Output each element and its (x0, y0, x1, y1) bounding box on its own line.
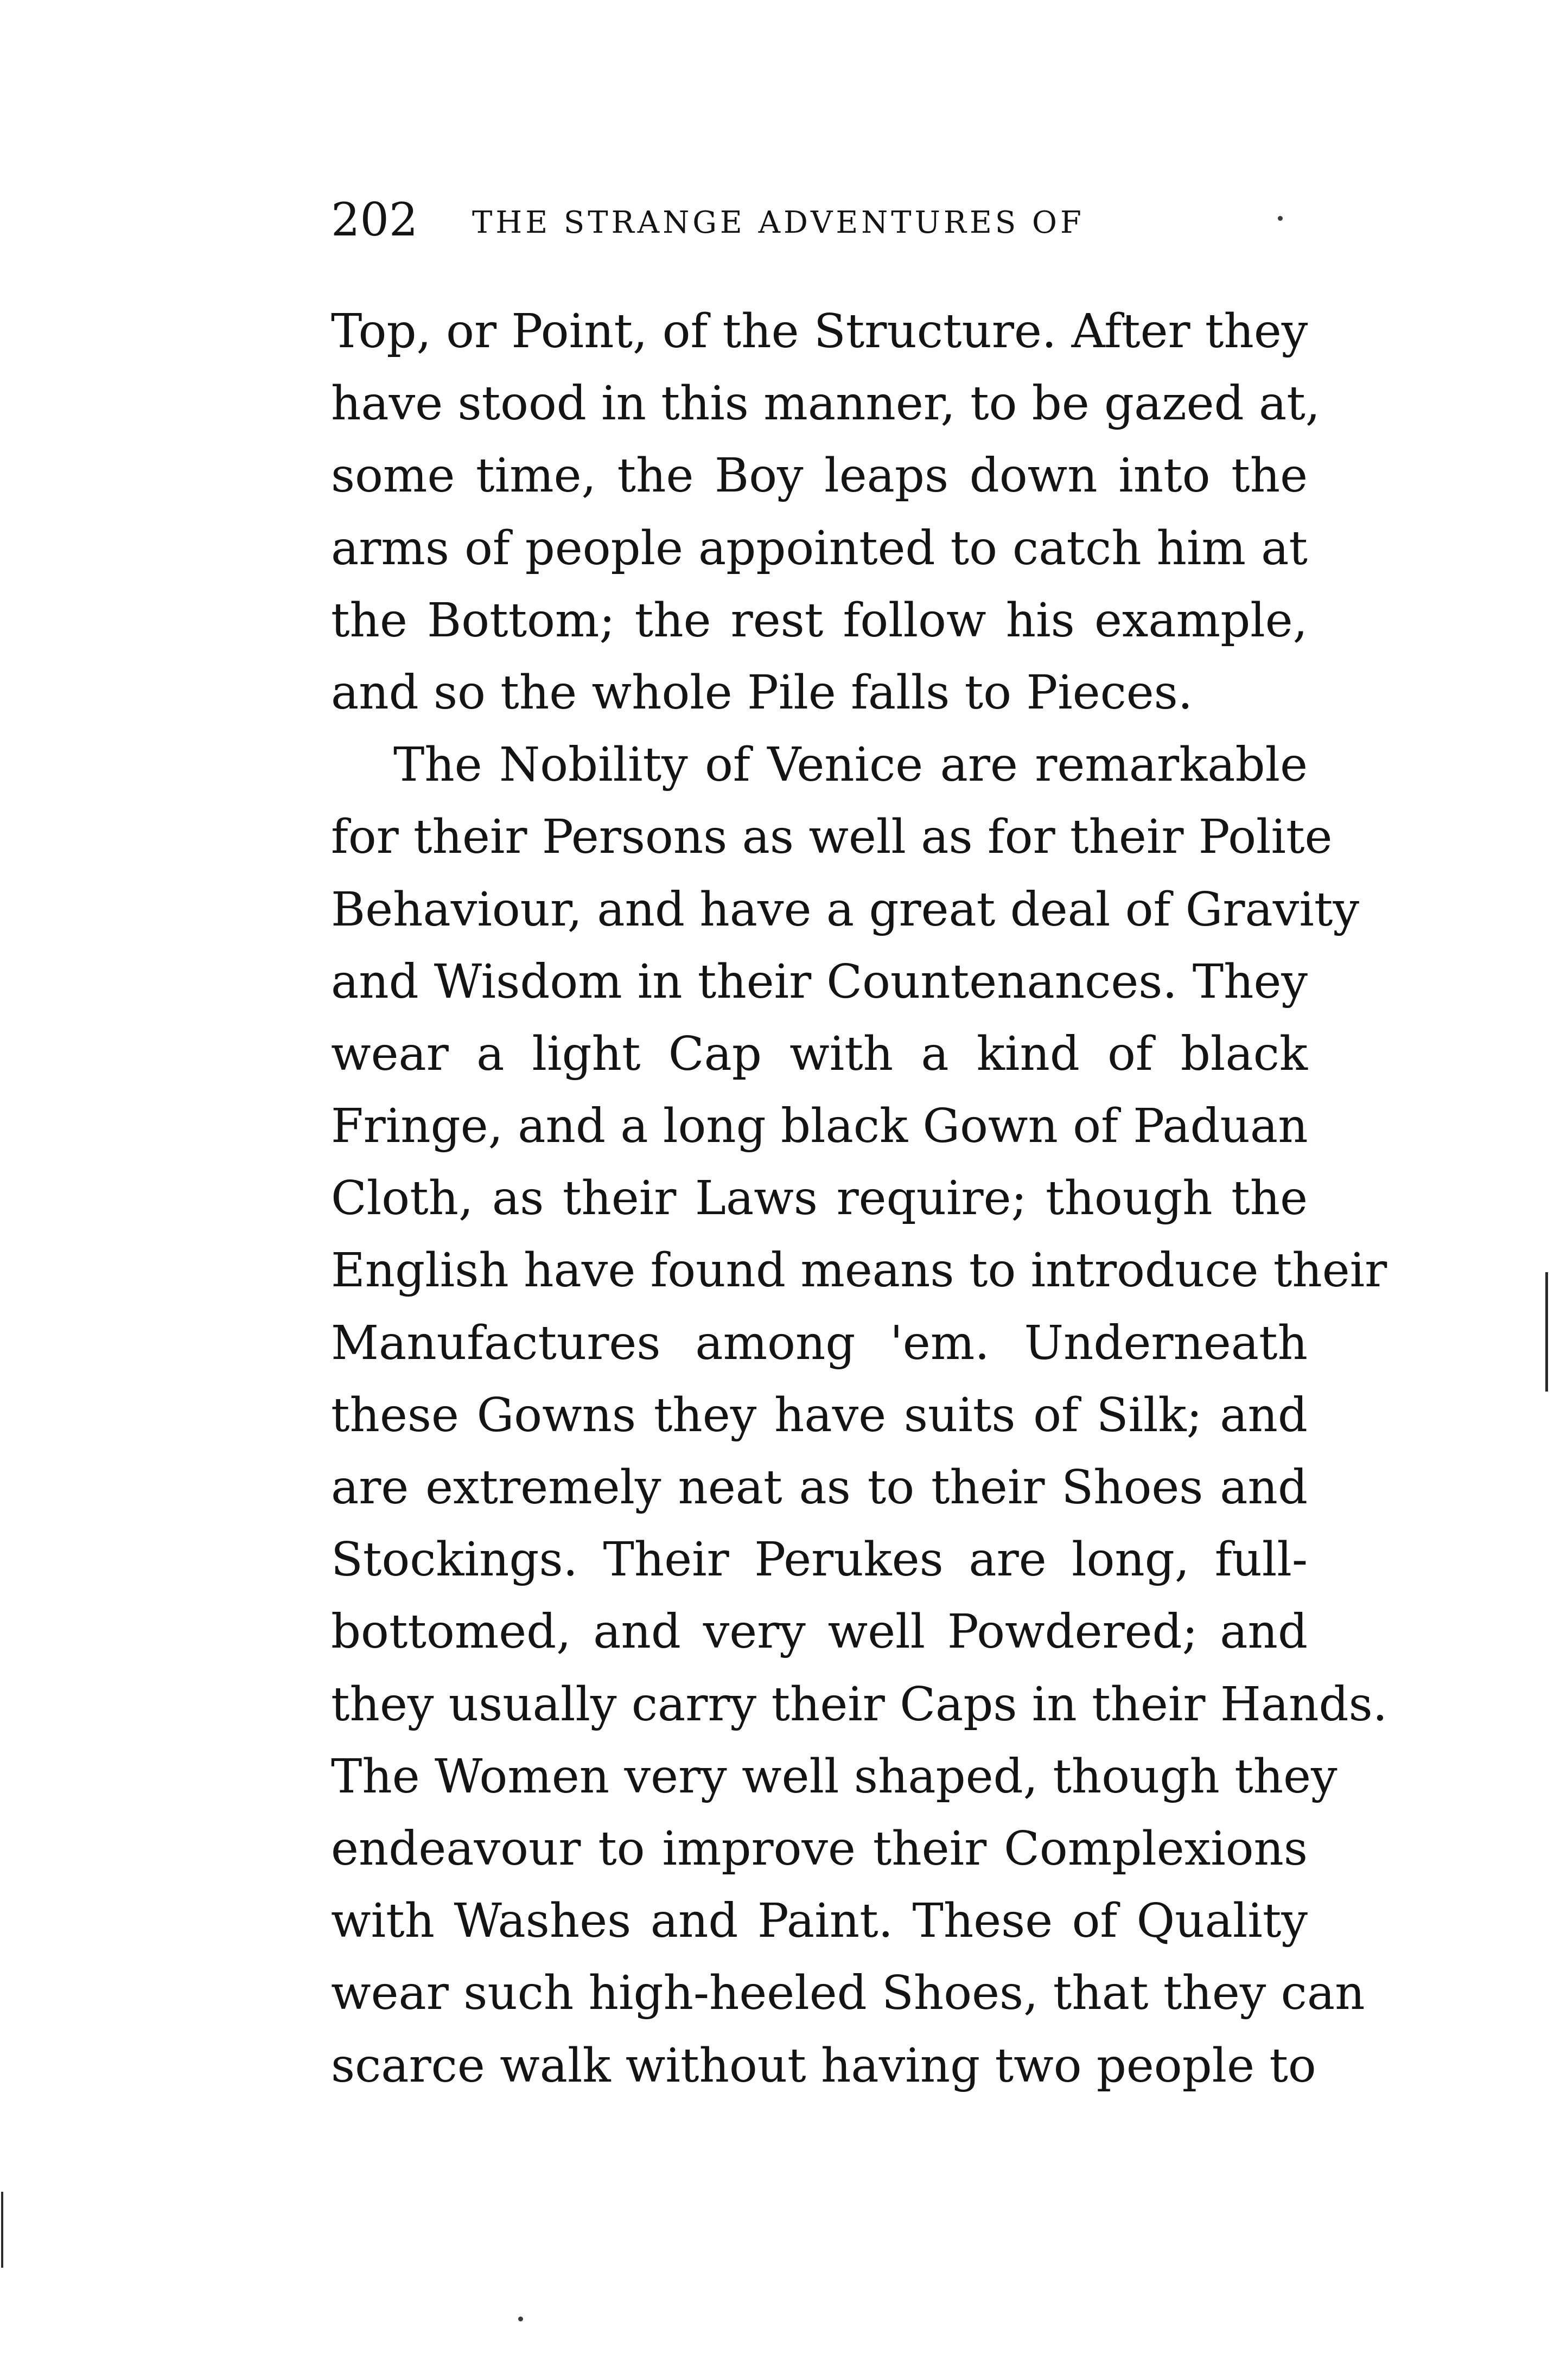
text-line: The Women very well shaped, though they (331, 1749, 1338, 1804)
running-title: THE STRANGE ADVENTURES OF (472, 205, 1085, 240)
text-line: for their Persons as well as for their Polite (331, 810, 1333, 865)
text-line: with Washes and Paint. These of Quality (331, 1894, 1308, 1949)
text-line: and so the whole Pile falls to Pieces. (331, 665, 1193, 720)
text-line: English have found means to introduce their (331, 1243, 1387, 1298)
text-line: Top, or Point, of the Structure. After they (331, 304, 1308, 359)
text-line: wear such high-heeled Shoes, that they can (331, 1966, 1365, 2021)
text-line: bottomed, and very well Powdered; and (331, 1605, 1308, 1660)
text-line: Manufactures among 'em. Underneath (331, 1316, 1308, 1370)
scan-edge-mark-right-lower (1545, 1343, 1548, 1392)
page-number: 202 (331, 193, 418, 246)
text-line: and Wisdom in their Countenances. They (331, 954, 1308, 1009)
text-line: Fringe, and a long black Gown of Paduan (331, 1099, 1308, 1154)
text-line: Stockings. Their Perukes are long, full- (331, 1533, 1308, 1587)
text-line: some time, the Boy leaps down into the (331, 449, 1308, 503)
text-line: the Bottom; the rest follow his example, (331, 593, 1308, 648)
body-text (331, 296, 1388, 2102)
text-line: scarce walk without having two people to (331, 2038, 1316, 2093)
scan-speck (518, 2317, 523, 2321)
paragraph-first-line: The Nobility of Venice are remarkable (393, 738, 1308, 793)
text-line: these Gowns they have suits of Silk; and (331, 1388, 1308, 1443)
text-line: Behaviour, and have a great deal of Gravity (331, 882, 1360, 937)
text-line: wear a light Cap with a kind of black (331, 1026, 1308, 1081)
text-line: arms of people appointed to catch him at (331, 521, 1308, 576)
text-line: endeavour to improve their Complexions (331, 1821, 1308, 1876)
text-line: Cloth, as their Laws require; though the (331, 1171, 1308, 1226)
scan-edge-mark-left (1, 2192, 3, 2268)
running-head (331, 193, 1308, 247)
text-line: have stood in this manner, to be gazed at, (331, 377, 1321, 431)
scan-speck (1278, 216, 1283, 221)
text-line: they usually carry their Caps in their Hands. (331, 1677, 1388, 1732)
text-line: are extremely neat as to their Shoes and (331, 1460, 1308, 1515)
